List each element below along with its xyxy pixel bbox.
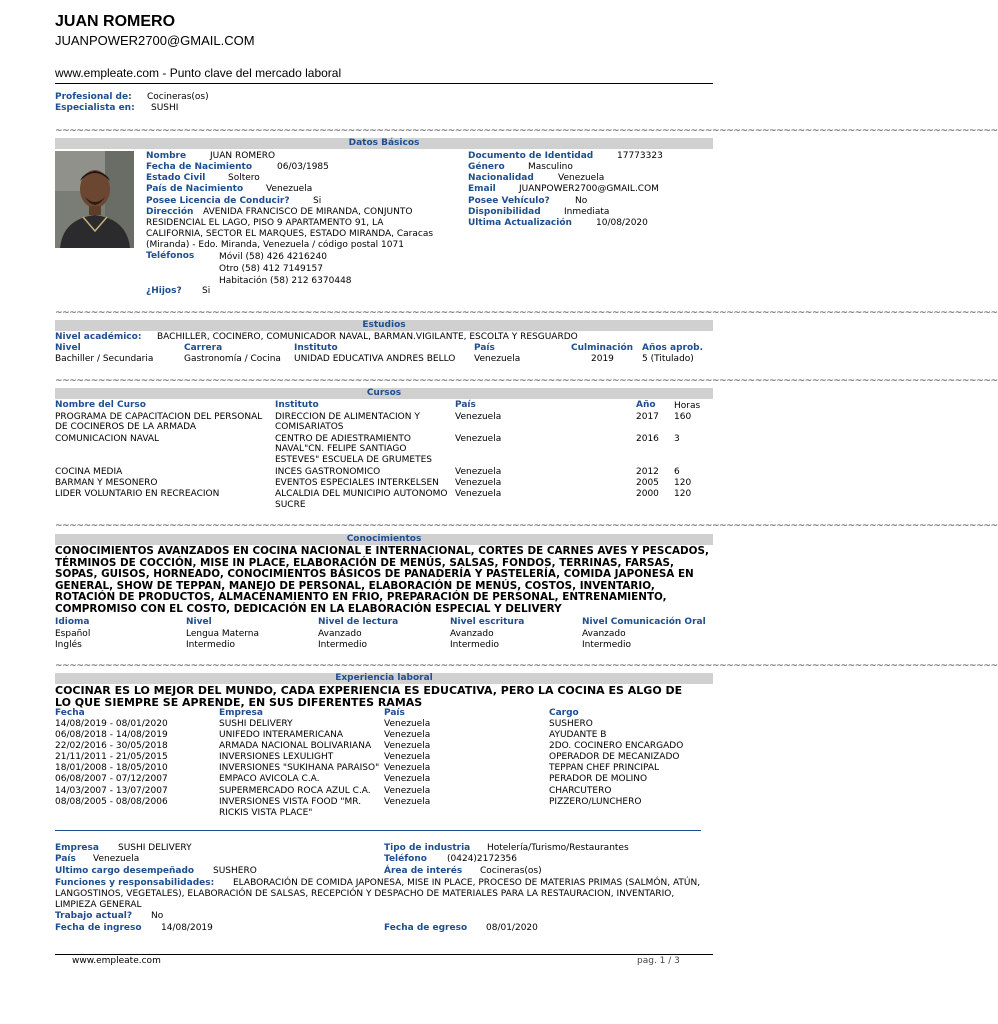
exp-fecha: 18/01/2008 - 18/05/2010 xyxy=(55,763,168,773)
col-header: Nivel xyxy=(186,617,212,627)
exp-pais: Venezuela xyxy=(384,763,431,773)
disponibilidad-label: Disponibilidad xyxy=(468,207,541,217)
curso-pais: Venezuela xyxy=(455,434,502,444)
detalle-cargo-label: Ultimo cargo desempeñado xyxy=(55,866,195,876)
col-header: Empresa xyxy=(219,708,263,718)
separator: ~~~~~~~~~~~~~~~~~~~~~~~~~~~~~~~~~~~~~~~~~~~~~~~~~~~~~~~~~~~~~~~~~~~~~~~~~~~~~~~~~~~~~~~~~~~~~~~~~~~~~~~~~~~~~~~~~~~~~~~~~~~~~~~~~~~~ xyxy=(55,308,998,318)
exp-empresa: INVERSIONES LEXULIGHT xyxy=(219,752,334,762)
curso-horas: 3 xyxy=(674,434,680,444)
experiencia-text: COCINAR ES LO MEJOR DEL MUNDO, CADA EXPERIENCIA ES EDUCATIVA, PERO LA COCINA ES ALGO DE LO QUE SIEMPRE SE APRENDE, EN SUS DIFERENTES RAMAS xyxy=(55,684,683,709)
fecha-nacimiento-value: 06/03/1985 xyxy=(277,162,329,172)
idioma-lectura: Avanzado xyxy=(318,629,362,639)
col-header: Horas xyxy=(674,401,701,411)
exp-fecha: 21/11/2011 - 21/05/2015 xyxy=(55,752,168,762)
col-header: Instituto xyxy=(294,343,338,353)
telefono-habitacion: Habitación (58) 212 6370448 xyxy=(219,276,352,286)
curso-instituto: SUCRE xyxy=(275,500,306,510)
direccion-line: (Miranda) - Edo. Miranda, Venezuela / código postal 1071 xyxy=(146,240,404,250)
pais-nacimiento-label: País de Nacimiento xyxy=(146,184,244,194)
idioma-nivel: Lengua Materna xyxy=(186,629,259,639)
licencia-label: Posee Licencia de Conducir? xyxy=(146,196,290,206)
col-header: Nivel de lectura xyxy=(318,617,399,627)
col-header: País xyxy=(474,343,495,353)
conocimientos-text: CONOCIMIENTOS AVANZADOS EN COCINA NACIONAL E INTERNACIONAL, CORTES DE CARNES AVES Y PESCADOS, TÉRMINOS DE COCCIÓN, MISE IN PLACE, ELABORACIÓN DE MENÚS, SALSAS, FONDOS, TERRINAS, FARSAS, SOPAS, GUISOS, HORNEADO, CONOCIMIENTOS BÁSICOS DE PANADERÍA Y PASTELERÍA, COMIDA JAPONESA EN GENERAL, SHOW DE TEPPAN, MANEJO DE PERSONAL, ELABORACIÓN DE MENÚS, COSTOS, INVENTARIO, ROTACIÓN DE PRODUCTOS, ALMACENAMIENTO EN FRIO, PREPARACIÓN DE PERSONAL, ENTRENAMIENTO, COMPROMISO CON EL COSTO, DEDICACIÓN EN LA ELABORACIÓN ESPECIAL Y DELIVERY xyxy=(55,545,709,615)
exp-cargo: TEPPAN CHEF PRINCIPAL xyxy=(549,763,660,773)
col-header: Nivel Comunicación Oral xyxy=(582,617,706,627)
hijos-value: Si xyxy=(202,286,211,296)
section-title-conocimientos: Conocimientos xyxy=(55,534,713,545)
direccion-line: CALIFORNIA, SECTOR EL MARQUES, ESTADO MIRANDA, Caracas xyxy=(146,229,434,239)
curso-instituto: DIRECCION DE ALIMENTACION Y xyxy=(275,412,420,422)
section-title-datos: Datos Básicos xyxy=(55,138,713,149)
col-header: Carrera xyxy=(184,343,223,353)
curso-nombre: BARMAN Y MESONERO xyxy=(55,478,158,488)
exp-empresa: EMPACO AVICOLA C.A. xyxy=(219,774,320,784)
curso-horas: 6 xyxy=(674,467,680,477)
exp-empresa: UNIFEDO INTERAMERICANA xyxy=(219,730,344,740)
telefono-movil: Móvil (58) 426 4216240 xyxy=(219,252,327,262)
col-header: Idioma xyxy=(55,617,90,627)
idioma-oral: Avanzado xyxy=(582,629,626,639)
col-header: Nivel xyxy=(55,343,81,353)
curso-anio: 2016 xyxy=(636,434,659,444)
exp-pais: Venezuela xyxy=(384,719,431,729)
estado-civil-label: Estado Civil xyxy=(146,173,206,183)
pais-nacimiento-value: Venezuela xyxy=(266,184,313,194)
curso-horas: 160 xyxy=(674,412,692,422)
email-label: Email xyxy=(468,184,496,194)
curso-pais: Venezuela xyxy=(455,467,502,477)
detalle-area-label: Área de interés xyxy=(384,866,463,876)
exp-cargo: PERADOR DE MOLINO xyxy=(549,774,648,784)
curso-instituto: INCES GASTRONOMICO xyxy=(275,467,381,477)
trabajo-actual-value: No xyxy=(151,911,164,921)
idioma-nivel: Intermedio xyxy=(186,640,235,650)
detalle-cargo-value: SUSHERO xyxy=(213,866,257,876)
exp-pais: Venezuela xyxy=(384,730,431,740)
separator: ~~~~~~~~~~~~~~~~~~~~~~~~~~~~~~~~~~~~~~~~~~~~~~~~~~~~~~~~~~~~~~~~~~~~~~~~~~~~~~~~~~~~~~~~~~~~~~~~~~~~~~~~~~~~~~~~~~~~~~~~~~~~~~~~~~~~ xyxy=(55,376,998,386)
exp-pais: Venezuela xyxy=(384,741,431,751)
disponibilidad-value: Inmediata xyxy=(564,207,610,217)
curso-anio: 2012 xyxy=(636,467,659,477)
curso-instituto: COMISARIATOS xyxy=(275,422,344,432)
exp-fecha: 22/02/2016 - 30/05/2018 xyxy=(55,741,168,751)
col-header: Fecha xyxy=(55,708,85,718)
estudio-nivel: Bachiller / Secundaria xyxy=(55,354,154,364)
estudio-culminacion: 2019 xyxy=(591,354,614,364)
curso-pais: Venezuela xyxy=(455,489,502,499)
exp-cargo: OPERADOR DE MECANIZADO xyxy=(549,752,680,762)
col-header: País xyxy=(455,400,476,410)
curso-nombre: LIDER VOLUNTARIO EN RECREACION xyxy=(55,489,220,499)
curso-instituto: ESTEVES" ESCUELA DE GRUMETES xyxy=(275,455,432,465)
genero-label: Género xyxy=(468,162,505,172)
exp-pais: Venezuela xyxy=(384,752,431,762)
fecha-egreso-label: Fecha de egreso xyxy=(384,923,468,933)
exp-empresa: SUSHI DELIVERY xyxy=(219,719,293,729)
idioma-escritura: Avanzado xyxy=(450,629,494,639)
detalle-industria-label: Tipo de industria xyxy=(384,843,471,853)
email-value[interactable]: JUANPOWER2700@GMAIL.COM xyxy=(519,184,659,194)
licencia-value: Si xyxy=(313,196,322,206)
detalle-empresa-label: Empresa xyxy=(55,843,99,853)
fecha-ingreso-label: Fecha de ingreso xyxy=(55,923,142,933)
profesional-label: Profesional de: xyxy=(55,92,132,102)
detalle-pais-value: Venezuela xyxy=(93,854,140,864)
exp-empresa: INVERSIONES "SUKIHANA PARAISO" xyxy=(219,763,380,773)
col-header: Nombre del Curso xyxy=(55,400,146,410)
especialista-value: SUSHI xyxy=(151,103,179,113)
idioma-lectura: Intermedio xyxy=(318,640,367,650)
funciones-value: ELABORACIÓN DE COMIDA JAPONESA, MISE IN PLACE, PROCESO DE MATERIAS PRIMAS (SALMÓN, ATÚN, xyxy=(233,878,701,888)
exp-cargo: SUSHERO xyxy=(549,719,593,729)
section-title-estudios: Estudios xyxy=(55,320,713,331)
nacionalidad-label: Nacionalidad xyxy=(468,173,534,183)
col-header: Instituto xyxy=(275,400,319,410)
section-title-cursos: Cursos xyxy=(55,388,713,399)
exp-pais: Venezuela xyxy=(384,774,431,784)
telefonos-label: Teléfonos xyxy=(146,251,195,261)
curso-horas: 120 xyxy=(674,478,692,488)
col-header: Año xyxy=(636,400,656,410)
curso-horas: 120 xyxy=(674,489,692,499)
curso-nombre: DE COCINEROS DE LA ARMADA xyxy=(55,422,197,432)
exp-empresa: SUPERMERCADO ROCA AZUL C.A. xyxy=(219,786,371,796)
nivel-academico-value: BACHILLER, COCINERO, COMUNICADOR NAVAL, BARMAN.VIGILANTE, ESCOLTA Y RESGUARDO xyxy=(157,332,578,342)
separator: ~~~~~~~~~~~~~~~~~~~~~~~~~~~~~~~~~~~~~~~~~~~~~~~~~~~~~~~~~~~~~~~~~~~~~~~~~~~~~~~~~~~~~~~~~~~~~~~~~~~~~~~~~~~~~~~~~~~~~~~~~~~~~~~~~~~~ xyxy=(55,521,998,531)
exp-empresa: RICKIS VISTA PLACE" xyxy=(219,808,313,818)
documento-label: Documento de Identidad xyxy=(468,151,594,161)
col-header: Culminación xyxy=(571,343,634,353)
detalle-telefono-label: Teléfono xyxy=(384,854,427,864)
col-header: Nivel escritura xyxy=(450,617,525,627)
separator: ~~~~~~~~~~~~~~~~~~~~~~~~~~~~~~~~~~~~~~~~~~~~~~~~~~~~~~~~~~~~~~~~~~~~~~~~~~~~~~~~~~~~~~~~~~~~~~~~~~~~~~~~~~~~~~~~~~~~~~~~~~~~~~~~~~~~ xyxy=(55,126,998,136)
curso-pais: Venezuela xyxy=(455,412,502,422)
exp-fecha: 08/08/2005 - 08/08/2006 xyxy=(55,797,168,807)
exp-fecha: 06/08/2018 - 14/08/2019 xyxy=(55,730,168,740)
vehiculo-value: No xyxy=(575,196,588,206)
footer-divider xyxy=(55,954,713,955)
exp-fecha: 06/08/2007 - 07/12/2007 xyxy=(55,774,168,784)
direccion-label: Dirección xyxy=(146,207,194,217)
exp-cargo: PIZZERO/LUNCHERO xyxy=(549,797,642,807)
detalle-pais-label: País xyxy=(55,854,76,864)
estudio-carrera: Gastronomía / Cocina xyxy=(184,354,281,364)
nombre-label: Nombre xyxy=(146,151,187,161)
detalle-area-value: Cocineras(os) xyxy=(480,866,542,876)
idioma-escritura: Intermedio xyxy=(450,640,499,650)
trabajo-actual-label: Trabajo actual? xyxy=(55,911,133,921)
exp-pais: Venezuela xyxy=(384,797,431,807)
separator: ~~~~~~~~~~~~~~~~~~~~~~~~~~~~~~~~~~~~~~~~~~~~~~~~~~~~~~~~~~~~~~~~~~~~~~~~~~~~~~~~~~~~~~~~~~~~~~~~~~~~~~~~~~~~~~~~~~~~~~~~~~~~~~~~~~~~ xyxy=(55,661,998,671)
detalle-industria-value: Hotelería/Turismo/Restaurantes xyxy=(487,843,629,853)
vehiculo-label: Posee Vehículo? xyxy=(468,196,550,206)
curso-nombre: COMUNICACION NAVAL xyxy=(55,434,160,444)
genero-value: Masculino xyxy=(528,162,573,172)
curso-anio: 2000 xyxy=(636,489,659,499)
estado-civil-value: Soltero xyxy=(228,173,260,183)
profile-photo xyxy=(55,151,134,248)
exp-fecha: 14/08/2019 - 08/01/2020 xyxy=(55,719,168,729)
estudio-instituto: UNIDAD EDUCATIVA ANDRES BELLO xyxy=(294,354,456,364)
exp-empresa: ARMADA NACIONAL BOLIVARIANA xyxy=(219,741,372,751)
curso-anio: 2017 xyxy=(636,412,659,422)
exp-cargo: 2DO. COCINERO ENCARGADO xyxy=(549,741,684,751)
footer-site[interactable]: www.empleate.com xyxy=(72,956,161,966)
site-tagline[interactable]: www.empleate.com - Punto clave del mercado laboral xyxy=(55,66,342,80)
exp-fecha: 14/03/2007 - 13/07/2007 xyxy=(55,786,168,796)
curso-pais: Venezuela xyxy=(455,478,502,488)
funciones-label: Funciones y responsabilidades: xyxy=(55,878,215,888)
telefono-otro: Otro (58) 412 7149157 xyxy=(219,264,323,274)
funciones-line: LANGOSTINOS, VEGETALES), ELABORACIÓN DE SALSAS, RECEPCIÓN Y DESPACHO DE MATERIALES PARA LA RESTAURACION, INVENTARIO, xyxy=(55,889,675,899)
candidate-name: JUAN ROMERO xyxy=(55,13,176,30)
hijos-label: ¿Hijos? xyxy=(146,286,182,296)
idioma: Inglés xyxy=(55,640,82,650)
experience-divider xyxy=(55,830,701,831)
exp-pais: Venezuela xyxy=(384,786,431,796)
detalle-telefono-value: (0424)2172356 xyxy=(447,854,518,864)
header-divider xyxy=(55,83,713,84)
estudio-anios: 5 (Titulado) xyxy=(642,354,694,364)
exp-empresa: INVERSIONES VISTA FOOD "MR. xyxy=(219,797,362,807)
exp-cargo: CHARCUTERO xyxy=(549,786,612,796)
documento-value: 17773323 xyxy=(617,151,663,161)
actualizacion-value: 10/08/2020 xyxy=(596,218,648,228)
curso-instituto: NAVAL"CN. FELIPE SANTIAGO xyxy=(275,444,407,454)
col-header: Años aprob. xyxy=(642,343,704,353)
col-header: País xyxy=(384,708,405,718)
curso-instituto: CENTRO DE ADIESTRAMIENTO xyxy=(275,434,411,444)
especialista-label: Especialista en: xyxy=(55,103,135,113)
candidate-email: JUANPOWER2700@GMAIL.COM xyxy=(55,33,255,48)
funciones-line: LIMPIEZA GENERAL xyxy=(55,900,142,910)
section-title-experiencia: Experiencia laboral xyxy=(55,673,713,684)
curso-instituto: EVENTOS ESPECIALES INTERKELSEN xyxy=(275,478,439,488)
fecha-egreso-value: 08/01/2020 xyxy=(486,923,538,933)
fecha-nacimiento-label: Fecha de Nacimiento xyxy=(146,162,253,172)
curso-nombre: PROGRAMA DE CAPACITACION DEL PERSONAL xyxy=(55,412,263,422)
actualizacion-label: Ultima Actualización xyxy=(468,218,572,228)
direccion-line: RESIDENCIAL EL LAGO, PISO 9 APARTAMENTO 91, LA xyxy=(146,218,384,228)
detalle-empresa-value: SUSHI DELIVERY xyxy=(118,843,192,853)
page-number: pag. 1 / 3 xyxy=(637,956,680,966)
idioma-oral: Intermedio xyxy=(582,640,631,650)
idioma: Español xyxy=(55,629,91,639)
profesional-value: Cocineras(os) xyxy=(147,92,209,102)
curso-anio: 2005 xyxy=(636,478,659,488)
nombre-value: JUAN ROMERO xyxy=(210,151,276,161)
exp-cargo: AYUDANTE B xyxy=(549,730,607,740)
fecha-ingreso-value: 14/08/2019 xyxy=(161,923,213,933)
nivel-academico-label: Nivel académico: xyxy=(55,332,142,342)
col-header: Cargo xyxy=(549,708,579,718)
direccion-value: AVENIDA FRANCISCO DE MIRANDA, CONJUNTO xyxy=(203,207,413,217)
curso-nombre: COCINA MEDIA xyxy=(55,467,123,477)
curso-instituto: ALCALDIA DEL MUNICIPIO AUTONOMO xyxy=(275,489,448,499)
nacionalidad-value: Venezuela xyxy=(558,173,605,183)
estudio-pais: Venezuela xyxy=(474,354,521,364)
